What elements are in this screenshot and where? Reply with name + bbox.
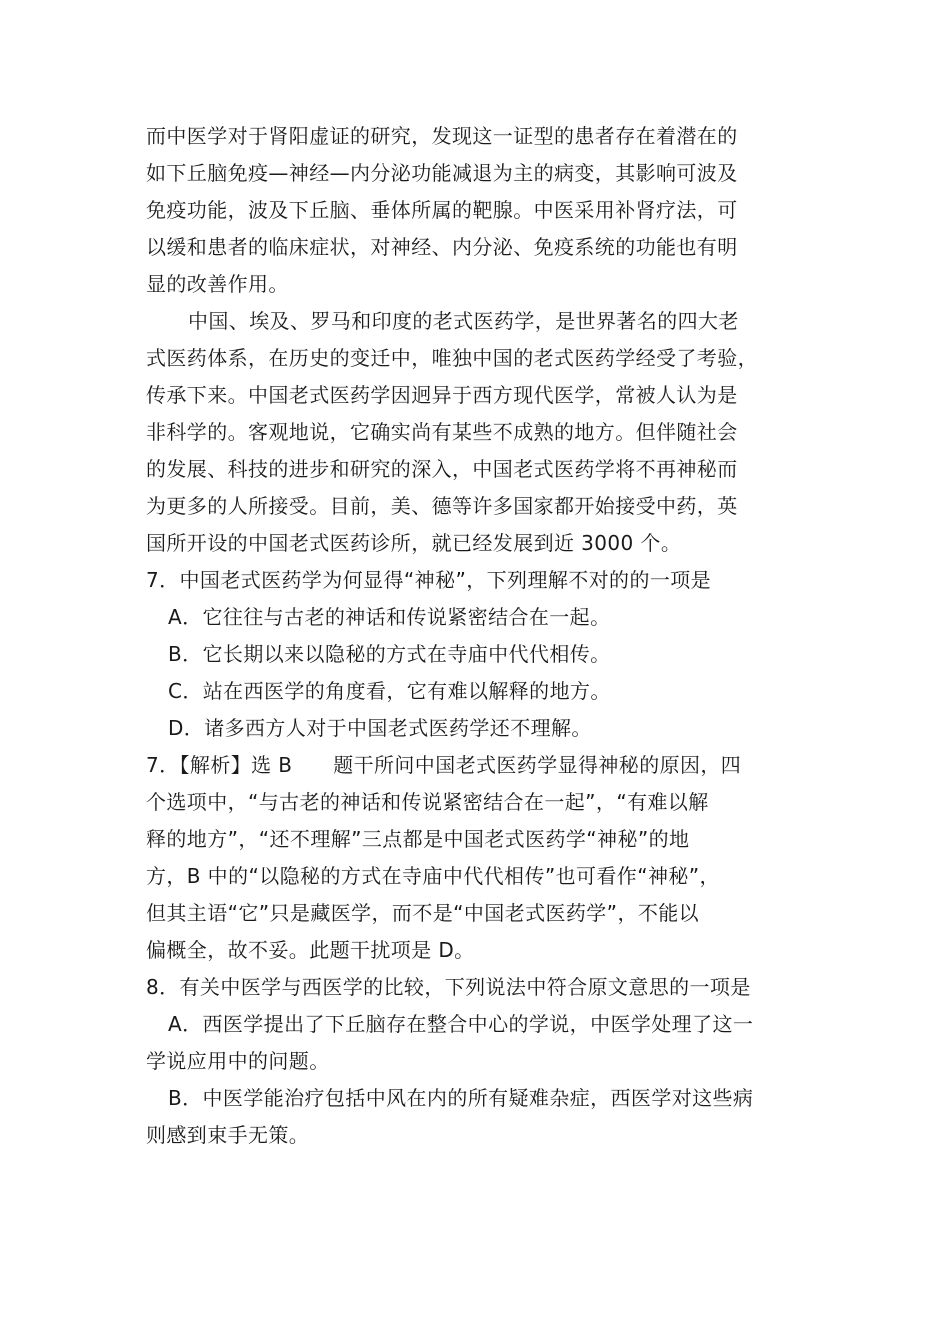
analysis-line: 方，B 中的“以隐秘的方式在寺庙中代代相传”也可看作“神秘”， (146, 864, 720, 888)
analysis-line: 个选项中，“与古老的神话和传说紧密结合在一起”，“有难以解 (146, 790, 709, 814)
option-b: B．中医学能治疗包括中风在内的所有疑难杂症，西医学对这些病 (168, 1086, 754, 1110)
question-7-analysis (146, 747, 818, 969)
option-b-continuation: 则感到束手无策。 (146, 1123, 310, 1147)
analysis-line: 7．【解析】选 B 题干所问中国老式医药学显得神秘的原因，四 (146, 753, 742, 777)
option-d: D．诸多西方人对于中国老式医药学还不理解。 (168, 716, 592, 740)
analysis-line: 释的地方”，“还不理解”三点都是中国老式医药学“神秘”的地 (146, 827, 690, 851)
text-line: 免疫功能，波及下丘脑、垂体所属的靶腺。中医采用补肾疗法，可 (146, 198, 738, 222)
text-line: 非科学的。客观地说，它确实尚有某些不成熟的地方。但伴随社会 (146, 420, 738, 444)
analysis-line: 偏概全，故不妥。此题干扰项是 D。 (146, 938, 475, 962)
text-line: 而中医学对于肾阳虚证的研究，发现这一证型的患者存在着潜在的 (146, 124, 738, 148)
text-line: 的发展、科技的进步和研究的深入，中国老式医药学将不再神秘而 (146, 457, 738, 481)
text-line: 以缓和患者的临床症状，对神经、内分泌、免疫系统的功能也有明 (146, 235, 738, 259)
option-a: A．它往往与古老的神话和传说紧密结合在一起。 (168, 605, 611, 629)
passage-paragraph-1 (146, 118, 818, 303)
option-a-continuation: 学说应用中的问题。 (146, 1049, 330, 1073)
text-line: 为更多的人所接受。目前，美、德等许多国家都开始接受中药，英 (146, 494, 738, 518)
question-8 (146, 969, 818, 1154)
text-line: 中国、埃及、罗马和印度的老式医药学，是世界著名的四大老 (188, 309, 739, 333)
option-a: A．西医学提出了下丘脑存在整合中心的学说，中医学处理了这一 (168, 1012, 754, 1036)
question-stem: 8．有关中医学与西医学的比较，下列说法中符合原文意思的一项是 (146, 975, 751, 999)
option-b: B．它长期以来以隐秘的方式在寺庙中代代相传。 (168, 642, 611, 666)
question-7 (146, 562, 818, 747)
question-stem: 7．中国老式医药学为何显得“神秘”，下列理解不对的的一项是 (146, 568, 712, 592)
text-line: 国所开设的中国老式医药诊所，就已经发展到近 3000 个。 (146, 531, 682, 555)
text-line: 传承下来。中国老式医药学因迥异于西方现代医学，常被人认为是 (146, 383, 738, 407)
option-c: C．站在西医学的角度看，它有难以解释的地方。 (168, 679, 611, 703)
passage-paragraph-2 (146, 303, 818, 562)
analysis-line: 但其主语“它”只是藏医学，而不是“中国老式医药学”，不能以 (146, 901, 700, 925)
text-line: 如下丘脑免疫—神经—内分泌功能减退为主的病变，其影响可波及 (146, 161, 738, 185)
document-page (146, 118, 818, 1154)
text-line: 显的改善作用。 (146, 272, 289, 296)
text-line: 式医药体系，在历史的变迁中，唯独中国的老式医药学经受了考验， (146, 346, 758, 370)
